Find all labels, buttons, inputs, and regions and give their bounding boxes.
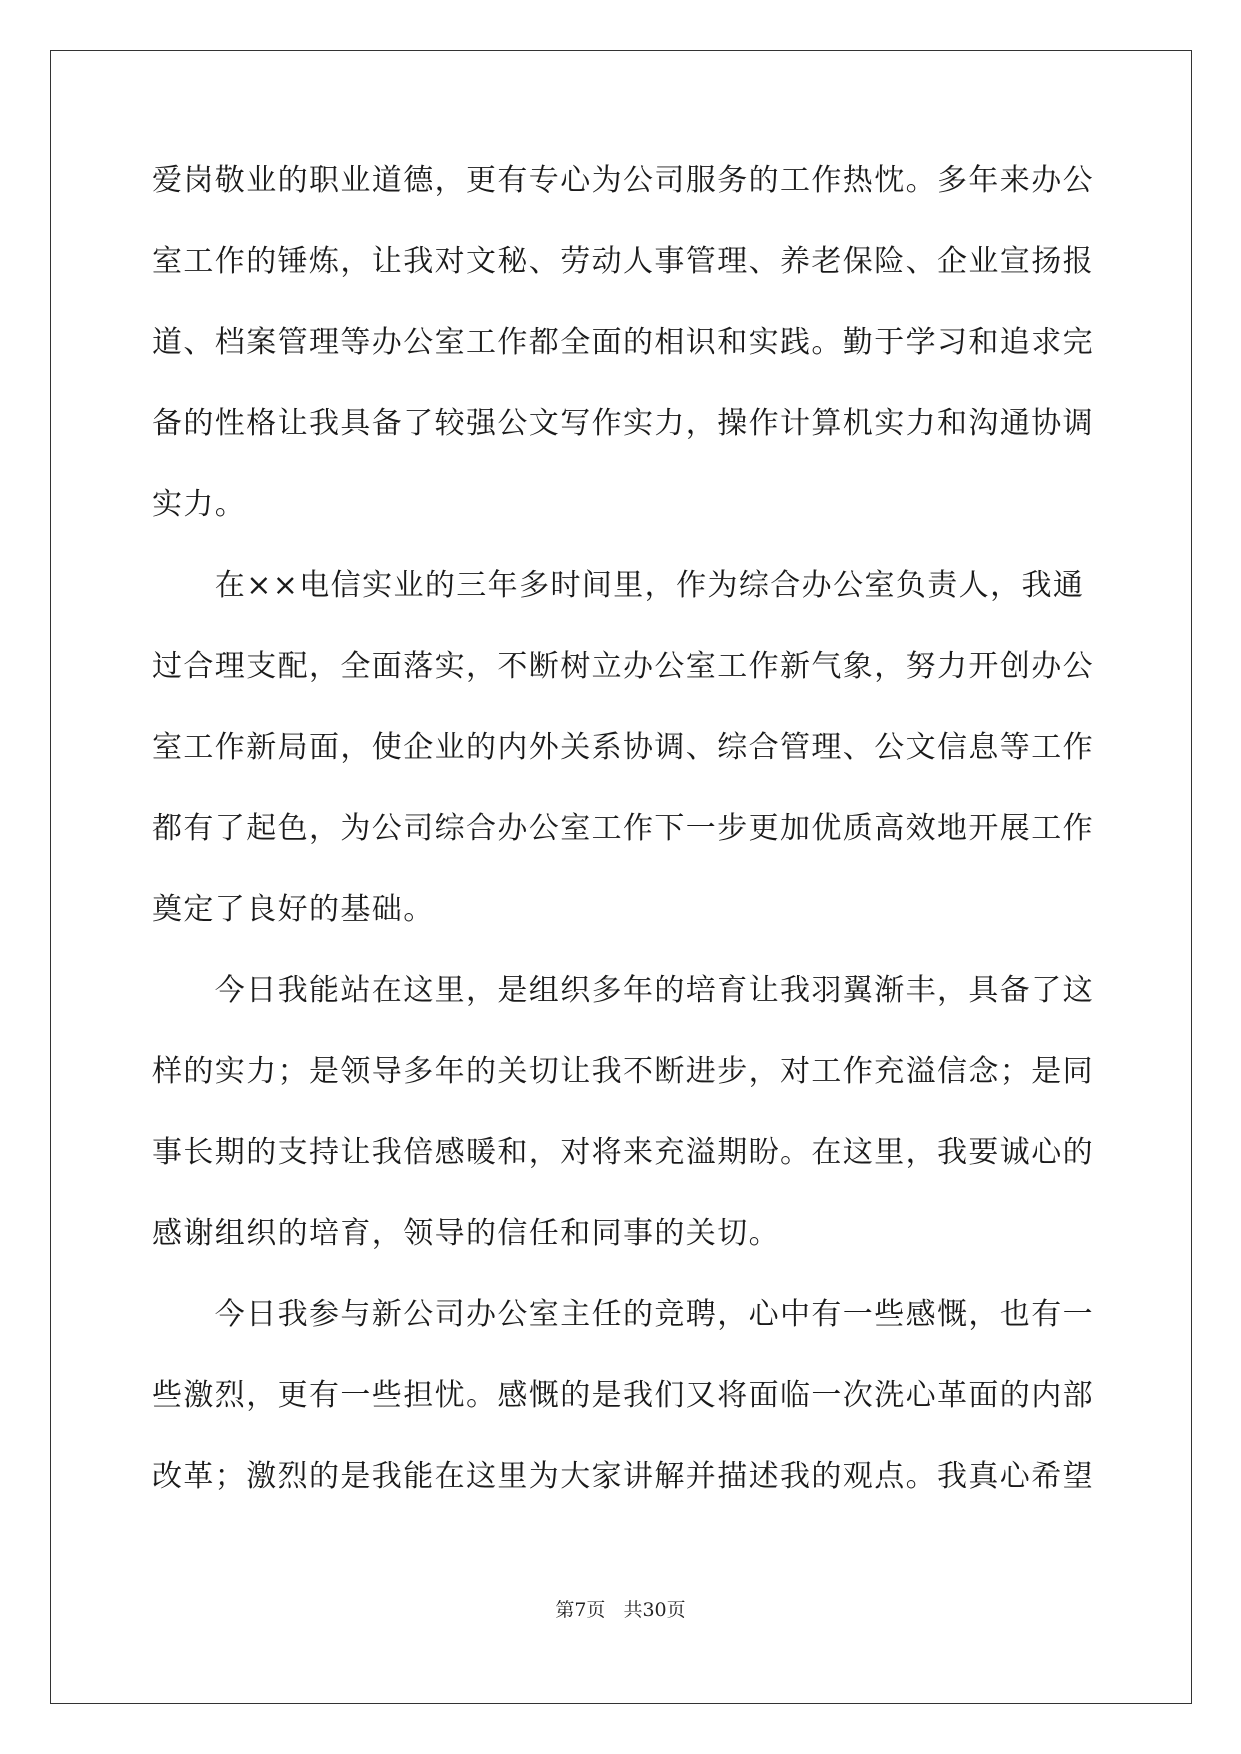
text-line: 事长期的支持让我倍感暖和，对将来充溢期盼。在这里，我要诚心的 [152, 1135, 1094, 1170]
text-line: 改革；激烈的是我能在这里为大家讲解并描述我的观点。我真心希望 [152, 1459, 1094, 1494]
page-number: 第7页 [555, 1599, 606, 1621]
document-body [152, 140, 1092, 1517]
text-line: 些激烈，更有一些担忧。感慨的是我们又将面临一次洗心革面的内部 [152, 1378, 1094, 1413]
text-line: 爱岗敬业的职业道德，更有专心为公司服务的工作热忱。多年来办公 [152, 163, 1094, 198]
text-line: 室工作的锤炼，让我对文秘、劳动人事管理、养老保险、企业宣扬报 [152, 244, 1094, 279]
text-line: 实力。 [152, 487, 247, 522]
text-line: 奠定了良好的基础。 [152, 892, 435, 927]
text-line: 在××电信实业的三年多时间里，作为综合办公室负责人，我通 [152, 568, 1085, 603]
text-line: 室工作新局面，使企业的内外关系协调、综合管理、公文信息等工作 [152, 730, 1094, 765]
page-footer [0, 1595, 1241, 1622]
text-line: 都有了起色，为公司综合办公室工作下一步更加优质高效地开展工作 [152, 811, 1094, 846]
text-line: 样的实力；是领导多年的关切让我不断进步，对工作充溢信念；是同 [152, 1054, 1094, 1089]
text-line: 过合理支配，全面落实，不断树立办公室工作新气象，努力开创办公 [152, 649, 1094, 684]
page-total: 共30页 [623, 1599, 686, 1621]
text-line: 感谢组织的培育，领导的信任和同事的关切。 [152, 1216, 780, 1251]
text-line: 道、档案管理等办公室工作都全面的相识和实践。勤于学习和追求完 [152, 325, 1094, 360]
text-line: 备的性格让我具备了较强公文写作实力，操作计算机实力和沟通协调 [152, 406, 1094, 441]
text-line: 今日我能站在这里，是组织多年的培育让我羽翼渐丰，具备了这 [152, 973, 1094, 1008]
text-line: 今日我参与新公司办公室主任的竞聘，心中有一些感慨，也有一 [152, 1297, 1094, 1332]
